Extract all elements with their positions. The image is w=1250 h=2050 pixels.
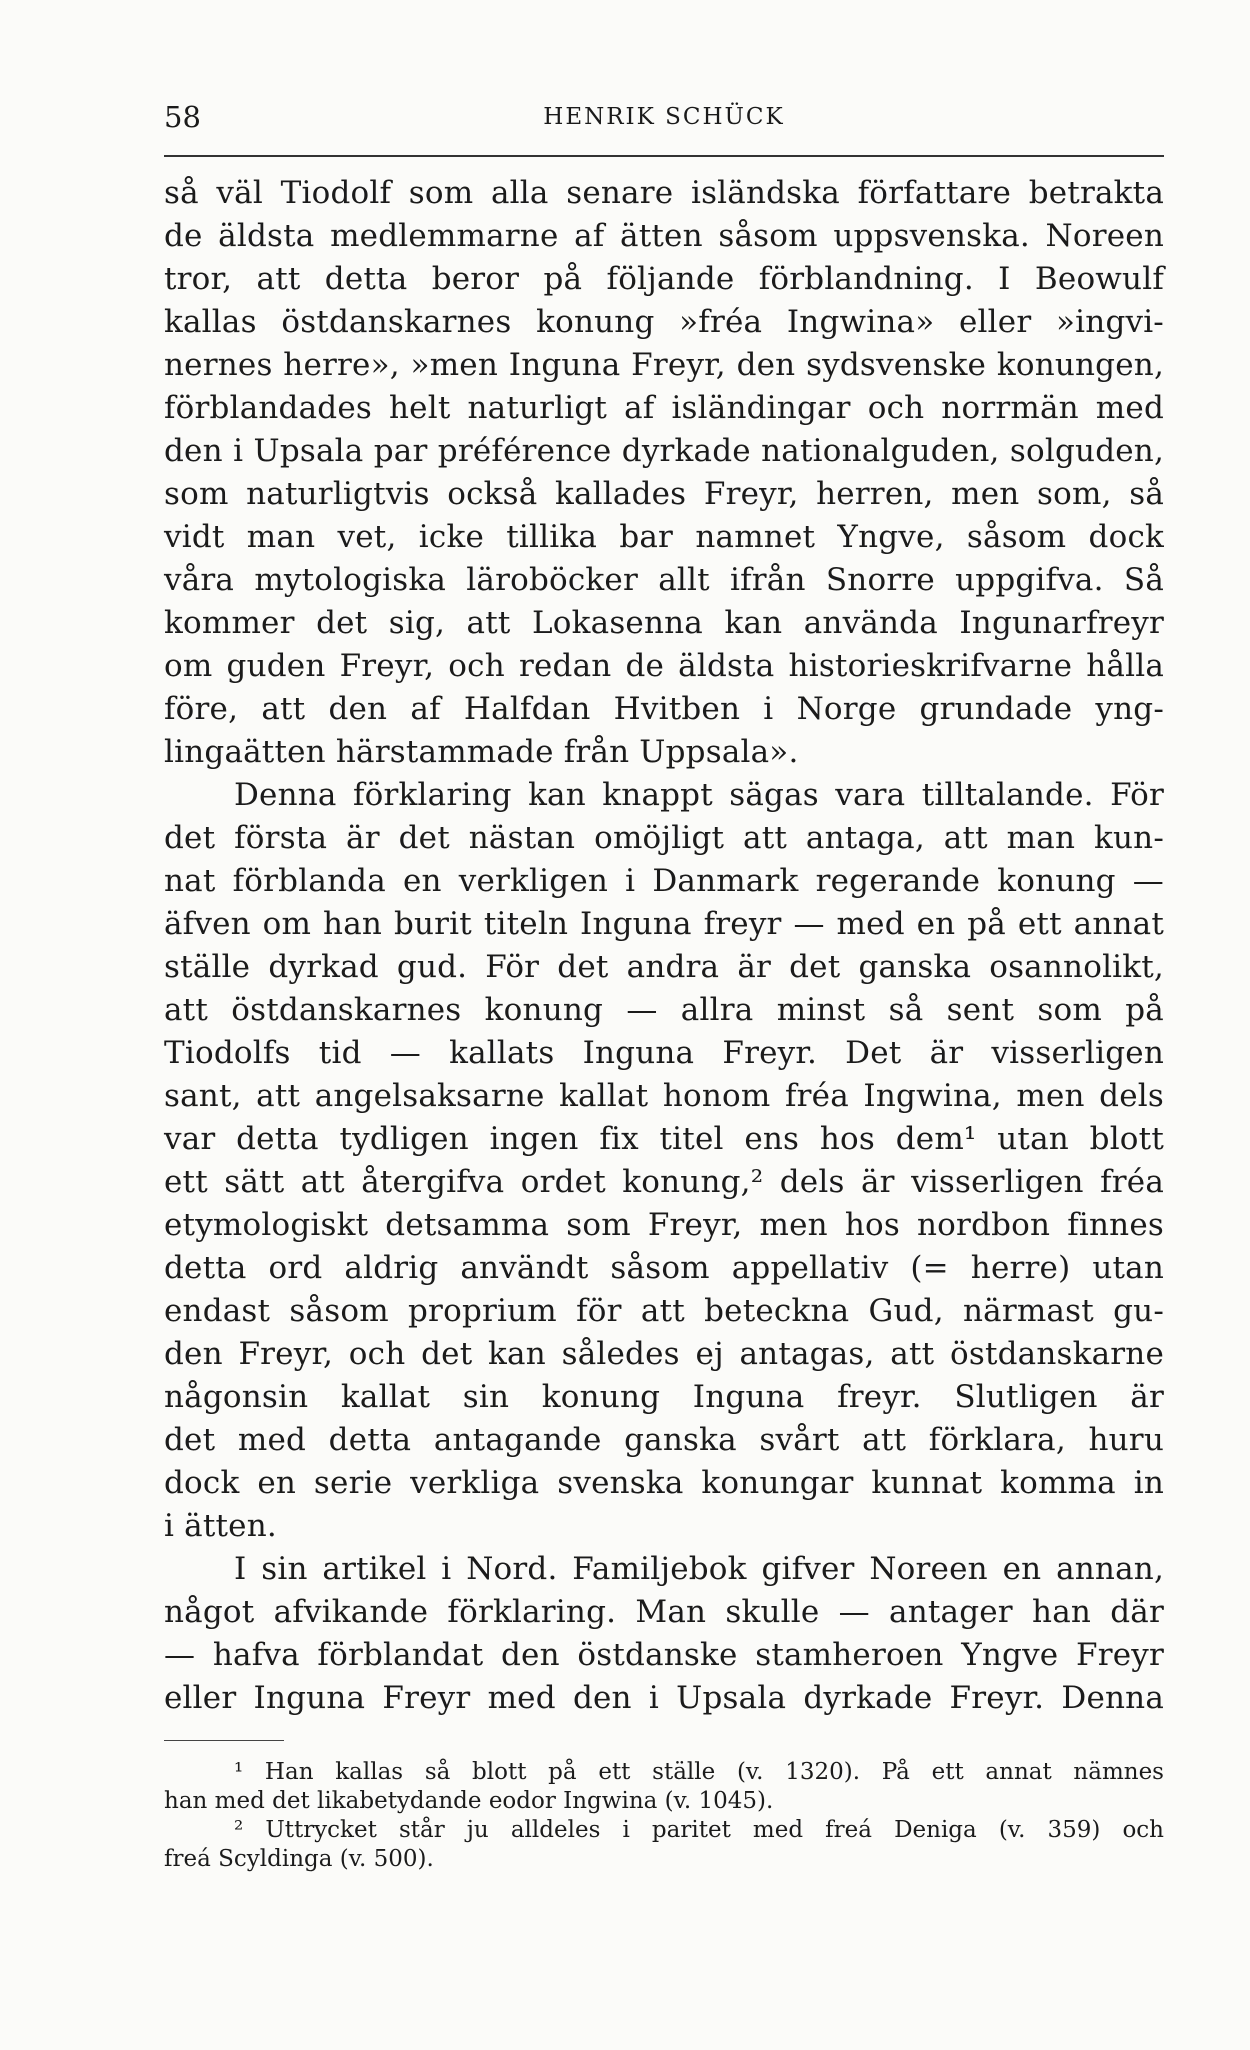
- text-line: detta ord aldrig användt såsom appellativ (= herre) utan: [164, 1250, 1164, 1286]
- text-line: någonsin kallat sin konung Inguna freyr. Slutligen är: [164, 1379, 1164, 1415]
- text-line: ett sätt att återgifva ordet konung,² dels är visserligen fréa: [164, 1164, 1164, 1200]
- text-line: i ätten.: [164, 1508, 277, 1544]
- footnote-line: freá Scyldinga (v. 500).: [164, 1846, 434, 1872]
- running-head: HENRIK SCHÜCK: [543, 104, 785, 130]
- text-line: så väl Tiodolf som alla senare isländska författare betrakta: [164, 175, 1164, 211]
- page-header: [164, 100, 1164, 140]
- footnote-rule: [164, 1740, 284, 1741]
- text-line: det första är det nästan omöjligt att antaga, att man kun-: [164, 820, 1164, 856]
- text-line: lingaätten härstammade från Uppsala».: [164, 734, 799, 770]
- text-line: Tiodolfs tid — kallats Inguna Freyr. Det är visserligen: [164, 1035, 1164, 1071]
- text-line: den i Upsala par préférence dyrkade nationalguden, solguden,: [164, 433, 1164, 469]
- text-line: nat förblanda en verkligen i Danmark regerande konung —: [164, 863, 1164, 899]
- header-rule: [164, 155, 1164, 157]
- text-line: det med detta antagande ganska svårt att förklara, huru: [164, 1422, 1164, 1458]
- text-line: som naturligtvis också kallades Freyr, herren, men som, så: [164, 476, 1164, 512]
- paragraph-start-line: Denna förklaring kan knappt sägas vara tilltalande. För: [234, 777, 1164, 813]
- text-line: dock en serie verkliga svenska konungar kunnat komma in: [164, 1465, 1164, 1501]
- text-line: äfven om han burit titeln Inguna freyr — med en på ett annat: [164, 906, 1164, 942]
- text-line: endast såsom proprium för att beteckna Gud, närmast gu-: [164, 1293, 1164, 1329]
- text-line: den Freyr, och det kan således ej antagas, att östdanskarne: [164, 1336, 1164, 1372]
- text-line: att östdanskarnes konung — allra minst så sent som på: [164, 992, 1164, 1028]
- body-text: [164, 172, 1164, 1720]
- footnote-line: ¹ Han kallas så blott på ett ställe (v. 1320). På ett annat nämnes: [234, 1759, 1164, 1785]
- text-line: nernes herre», »men Inguna Freyr, den sydsvenske konungen,: [164, 347, 1164, 383]
- text-line: etymologiskt detsamma som Freyr, men hos nordbon finnes: [164, 1207, 1164, 1243]
- text-line: sant, att angelsaksarne kallat honom fréa Ingwina, men dels: [164, 1078, 1164, 1114]
- text-line: något afvikande förklaring. Man skulle — antager han där: [164, 1594, 1164, 1630]
- footnote-line: han med det likabetydande eodor Ingwina (v. 1045).: [164, 1788, 774, 1814]
- text-line: var detta tydligen ingen fix titel ens hos dem¹ utan blott: [164, 1121, 1164, 1157]
- text-line: kallas östdanskarnes konung »fréa Ingwina» eller »ingvi-: [164, 304, 1164, 340]
- text-line: före, att den af Halfdan Hvitben i Norge grundade yng-: [164, 691, 1164, 727]
- text-line: de äldsta medlemmarne af ätten såsom uppsvenska. Noreen: [164, 218, 1164, 254]
- text-line: ställe dyrkad gud. För det andra är det ganska osannolikt,: [164, 949, 1164, 985]
- text-line: förblandades helt naturligt af isländingar och norrmän med: [164, 390, 1164, 426]
- text-line: våra mytologiska läroböcker allt ifrån Snorre uppgifva. Så: [164, 562, 1164, 598]
- text-line: kommer det sig, att Lokasenna kan använda Ingunarfreyr: [164, 605, 1164, 641]
- text-line: vidt man vet, icke tillika bar namnet Yngve, såsom dock: [164, 519, 1164, 555]
- text-line: tror, att detta beror på följande förblandning. I Beowulf: [164, 261, 1164, 297]
- paragraph-start-line: I sin artikel i Nord. Familjebok gifver Noreen en annan,: [234, 1551, 1164, 1587]
- footnotes: [164, 1758, 1164, 1874]
- page-number: 58: [164, 100, 201, 134]
- text-line: eller Inguna Freyr med den i Upsala dyrkade Freyr. Denna: [164, 1680, 1164, 1716]
- footnote-line: ² Uttrycket står ju alldeles i paritet med freá Deniga (v. 359) och: [234, 1817, 1164, 1843]
- text-line: om guden Freyr, och redan de äldsta historieskrifvarne hålla: [164, 648, 1164, 684]
- text-line: — hafva förblandat den östdanske stamheroen Yngve Freyr: [164, 1637, 1164, 1673]
